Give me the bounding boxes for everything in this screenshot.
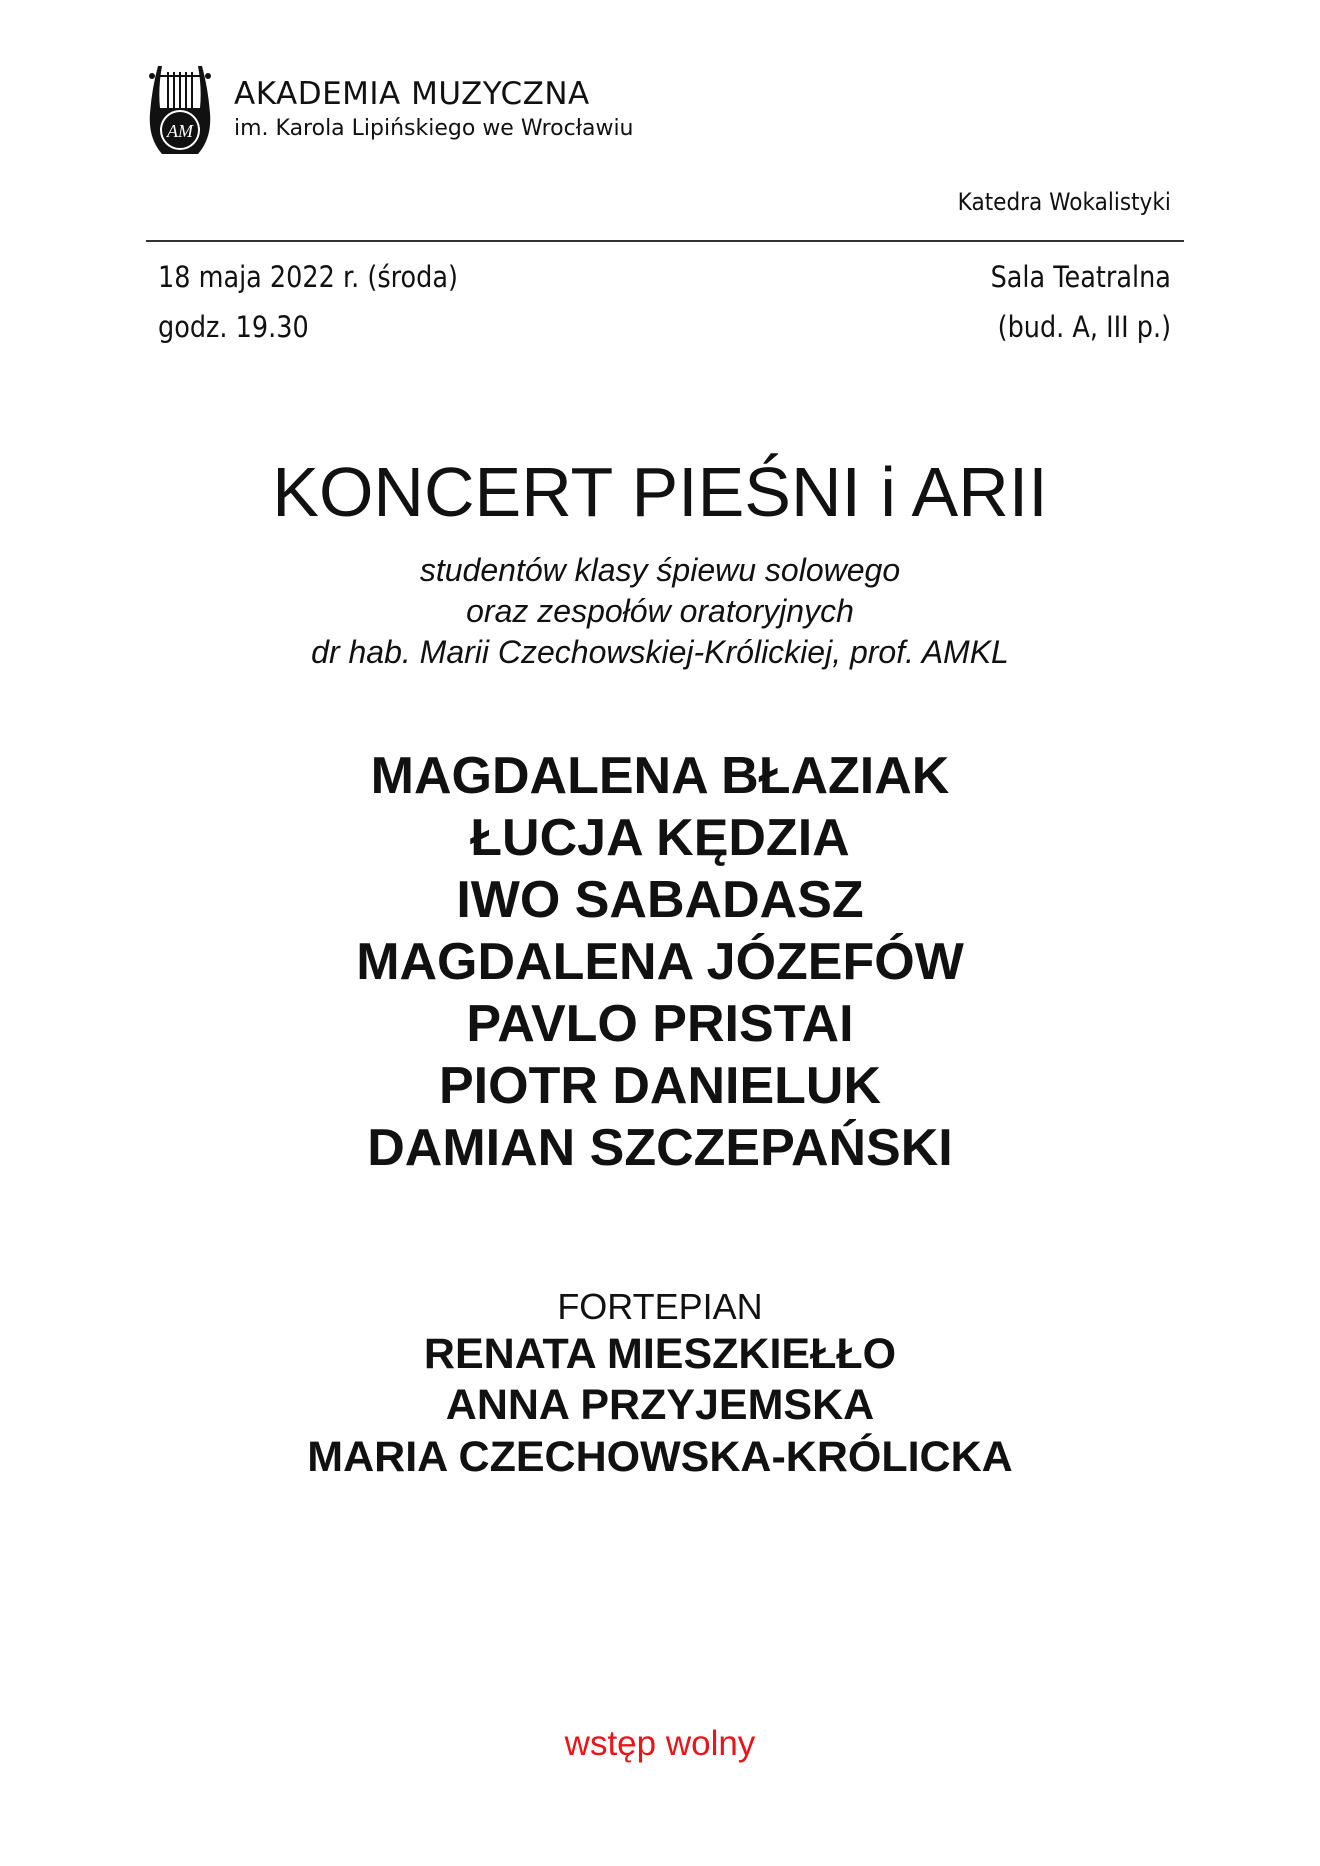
pianist: ANNA PRZYJEMSKA [445, 1381, 875, 1429]
pianist: RENATA MIESZKIEŁŁO [423, 1330, 897, 1378]
performer: PIOTR DANIELUK [439, 1057, 881, 1115]
event-date: 18 maja 2022 r. (środa) [158, 260, 458, 294]
subtitle-line: oraz zespołów oratoryjnych [466, 593, 854, 629]
subtitle-line: studentów klasy śpiewu solowego [419, 552, 901, 588]
org-subname: im. Karola Lipińskiego we Wrocławiu [234, 116, 634, 141]
event-time: godz. 19.30 [158, 310, 309, 344]
pianist: MARIA CZECHOWSKA-KRÓLICKA [307, 1433, 1013, 1481]
lyre-logo-icon [144, 58, 216, 156]
divider [146, 240, 1184, 242]
performer: IWO SABADASZ [456, 871, 864, 929]
subtitle-line: dr hab. Marii Czechowskiej-Królickiej, prof. AMKL [311, 634, 1009, 670]
svg-text:AM: AM [167, 121, 193, 141]
org-name: AKADEMIA MUZYCZNA [234, 76, 590, 112]
department: Katedra Wokalistyki [957, 188, 1171, 216]
performer: DAMIAN SZCZEPAŃSKI [367, 1119, 953, 1177]
piano-label: FORTEPIAN [557, 1286, 763, 1327]
performer: MAGDALENA BŁAZIAK [370, 747, 950, 805]
event-venue: Sala Teatralna [990, 260, 1171, 294]
admission-note: wstęp wolny [564, 1724, 756, 1763]
performer: ŁUCJA KĘDZIA [470, 809, 850, 867]
event-venue-detail: (bud. A, III p.) [997, 310, 1171, 344]
performer: PAVLO PRISTAI [466, 995, 854, 1053]
concert-title: KONCERT PIEŚNI i ARII [272, 453, 1048, 531]
performer: MAGDALENA JÓZEFÓW [356, 933, 964, 991]
